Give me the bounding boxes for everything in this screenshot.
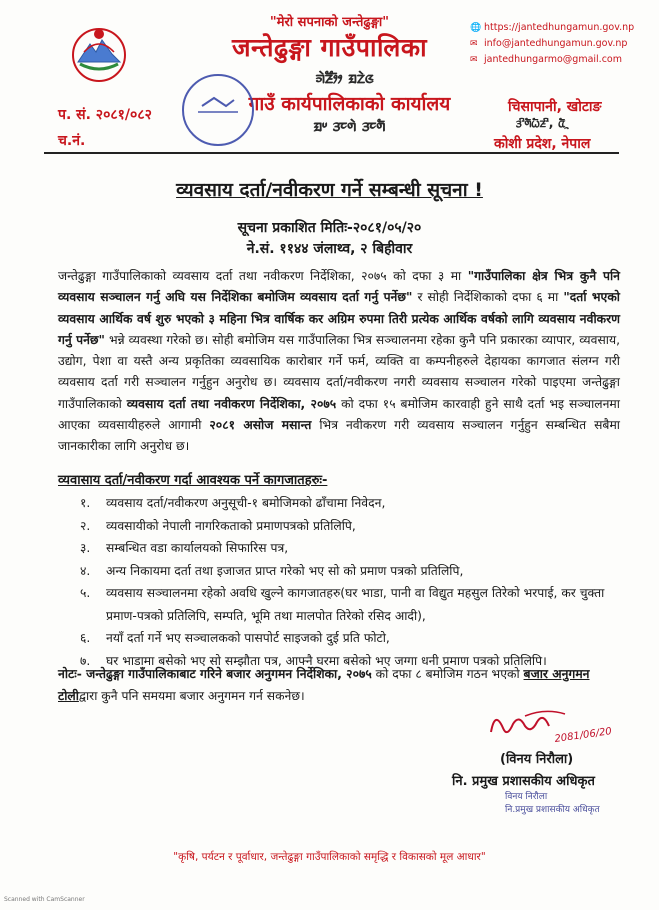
signature-stamp [505, 791, 600, 817]
document-item [80, 582, 620, 627]
document-item-text: घर भाडामा बसेको भए सो सम्झौता पत्र, आफ्नै घरमा बसेको भए जग्गा धनी प्रमाण पत्रको प्रतिलिपि। [106, 653, 547, 668]
svg-text:2081/06/20: 2081/06/20 [553, 726, 613, 745]
office-name: गाउँ कार्यपालिकाको कार्यालय [248, 93, 451, 115]
website-link[interactable]: https://jantedhungamun.gov.np [484, 22, 635, 33]
document-item-text: नयाँ दर्ता गर्ने भए सञ्चालकको पासपोर्ट साइजको दुई प्रति फोटो, [106, 631, 390, 645]
document-item-number: ५. [80, 586, 91, 600]
document-item-number: ६. [80, 631, 91, 645]
globe-icon: 🌐 [470, 23, 482, 33]
organization-name: जन्तेढुङ्गा गाउँपालिका [231, 33, 428, 62]
signatory-name: (विनय निरौला) [500, 752, 574, 767]
office-seal-stamp [182, 74, 254, 146]
dispatch-number: च.नं. [58, 133, 86, 149]
office-name-local-script: ᤀᤸ ᤋᤰᤛᤧ ᤋᤰᤛᤠ [313, 116, 386, 136]
contact-block [470, 20, 634, 68]
notice-body: जन्तेढुङ्गा गाउँपालिकाको व्यवसाय दर्ता तथा नवीकरण निर्देशिका, २०७५ को दफा ३ मा "गाउँपालिका क्षेत्र भित्र कुनै पनि व्यवसाय सञ्चालन गर्नु अघि यस निर्देशिका बमोजिम व्यवसाय दर्ता गर्नु पर्नेछ" र सोही निर्देशिकाको दफा ६ मा "दर्ता भएको व्यवसाय आर्थिक वर्ष शुरु भएको ३ महिना भित्र वार्षिक कर अग्रिम रुपमा तिरी प्रत्येक आर्थिक वर्षको लागि व्यवसाय नवीकरण गर्नु पर्नेछ" भन्ने व्यवस्था गरेको छ। सोही बमोजिम यस गाउँपालिका भित्र सञ्चालनमा रहेका कुनै पनि प्रकारका व्यापार, व्यवसाय, उद्योग, पेशा वा यस्तै अन्य प्रकृतिका व्यवसायिक कारोबार गर्ने फर्म, व्यक्ति वा कम्पनीहरुले देहायका कागजात संलग्न गरी व्यवसाय दर्ता गरी सञ्चालन गर्नुहुन अनुरोध छ। व्यवसाय दर्ता/नवीकरण नगरी व्यवसाय सञ्चालन गरेको पाइएमा जन्तेढुङ्गा गाउँपालिकाको व्यवसाय दर्ता तथा नवीकरण निर्देशिका, २०७५ को दफा १५ बमोजिम कारवाही हुने साथै दर्ता भइ सञ्चालनमा आएका व्यवसायीहरुले आगामी २०८१ असोज मसान्त भित्र नवीकरण गरी व्यवसाय सञ्चालन गर्नुहुन सम्बन्धित सबैमा जानकारीका लागि अनुरोध छ। [58, 269, 621, 454]
motto: "मेरो सपनाको जन्तेढुङ्गा" [269, 15, 390, 30]
email-icon: ✉ [470, 55, 478, 65]
document-item-text: व्यवसाय सञ्चालनमा रहेको अवधि खुल्ने कागजातहरु(घर भाडा, पानी वा विद्युत महसुल तिरेको भरपाई, कर चुक्ता प्रमाण-पत्रको प्रतिलिपि, सम्पति, भूमि तथा मालपोत तिरेको रसिद आदी), [106, 586, 605, 623]
document-item-text: सम्बन्धित वडा कार्यालयको सिफारिस पत्र, [106, 541, 289, 555]
footer-slogan: "कृषि, पर्यटन र पूर्वाधार, जन्तेढुङ्गा गाउँपालिकाको समृद्धि र विकासको मूल आधार" [173, 851, 486, 863]
email-icon: ✉ [470, 39, 478, 49]
note: नोटः- जन्तेढुङ्गा गाउँपालिकाबाट गरिने बजार अनुगमन निर्देशिका, २०७५ को दफा ८ बमोजिम गठन भएको बजार अनुगमन टोलीद्वारा कुनै पनि समयमा बजार अनुगमन गर्न सकनेछ। [58, 667, 590, 703]
address-local-script: ᤋᤡᤛᤠᤐᤠᤏᤡ, ᤂᤠᤳ [516, 116, 569, 131]
document-item-number: १. [80, 496, 91, 510]
scanner-watermark: Scanned with CamScanner [4, 896, 85, 903]
handwritten-signature [485, 704, 615, 746]
document-item-text: व्यवसायीको नेपाली नागरिकताको प्रमाणपत्रको प्रतिलिपि, [106, 518, 356, 533]
province: कोशी प्रदेश, नेपाल [494, 136, 591, 152]
email-link[interactable]: info@jantedhungamun.gov.np [484, 38, 628, 49]
document-item [80, 492, 620, 515]
signature-stamp-line2: नि.प्रमुख प्रशासकीय अधिकृत [505, 805, 600, 815]
document-item-number: ३. [80, 541, 91, 555]
reference-number: प. सं. २०८१/०८२ [58, 107, 152, 123]
document-item-number: ४. [80, 563, 91, 578]
address-line: चिसापानी, खोटाङ [508, 99, 602, 115]
document-item-number: २. [80, 518, 91, 533]
notice-title: व्यवसाय दर्ता/नवीकरण गर्ने सम्बन्धी सूचना ! [176, 179, 483, 201]
signature-stamp-line1: विनय निरौला [505, 792, 548, 802]
published-date: सूचना प्रकाशित मितिः-२०८१/०५/२० [237, 220, 422, 236]
document-item [80, 627, 620, 650]
document-item-number: ७. [80, 653, 91, 668]
header-divider [44, 152, 619, 154]
document-item [80, 537, 620, 560]
signatory-role: नि. प्रमुख प्रशासकीय अधिकृत [452, 774, 595, 789]
document-item-text: अन्य निकायमा दर्ता तथा इजाजत प्राप्त गरेको भए सो को प्रमाण पत्रको प्रतिलिपि, [106, 563, 464, 578]
document-item [80, 515, 620, 538]
nepal-sambat-date: ने.सं. ११४४ जंलाथ्व, २ बिहीवार [246, 241, 413, 257]
email-link-2[interactable]: jantedhungarmo@gmail.com [484, 54, 622, 65]
document-item-text: व्यवसाय दर्ता/नवीकरण अनुसूची-१ बमोजिमको ढाँचामा निवेदन, [106, 496, 386, 510]
documents-list [80, 492, 620, 672]
documents-heading: व्यवासाय दर्ता/नवीकरण गर्दा आवश्यक पर्ने कागजातहरुः- [58, 473, 328, 488]
organization-name-local-script: ᤈᤧᤏᤠᤣᤥ ᤀᤁᤧᤜ [315, 68, 374, 88]
document-item [80, 560, 620, 583]
